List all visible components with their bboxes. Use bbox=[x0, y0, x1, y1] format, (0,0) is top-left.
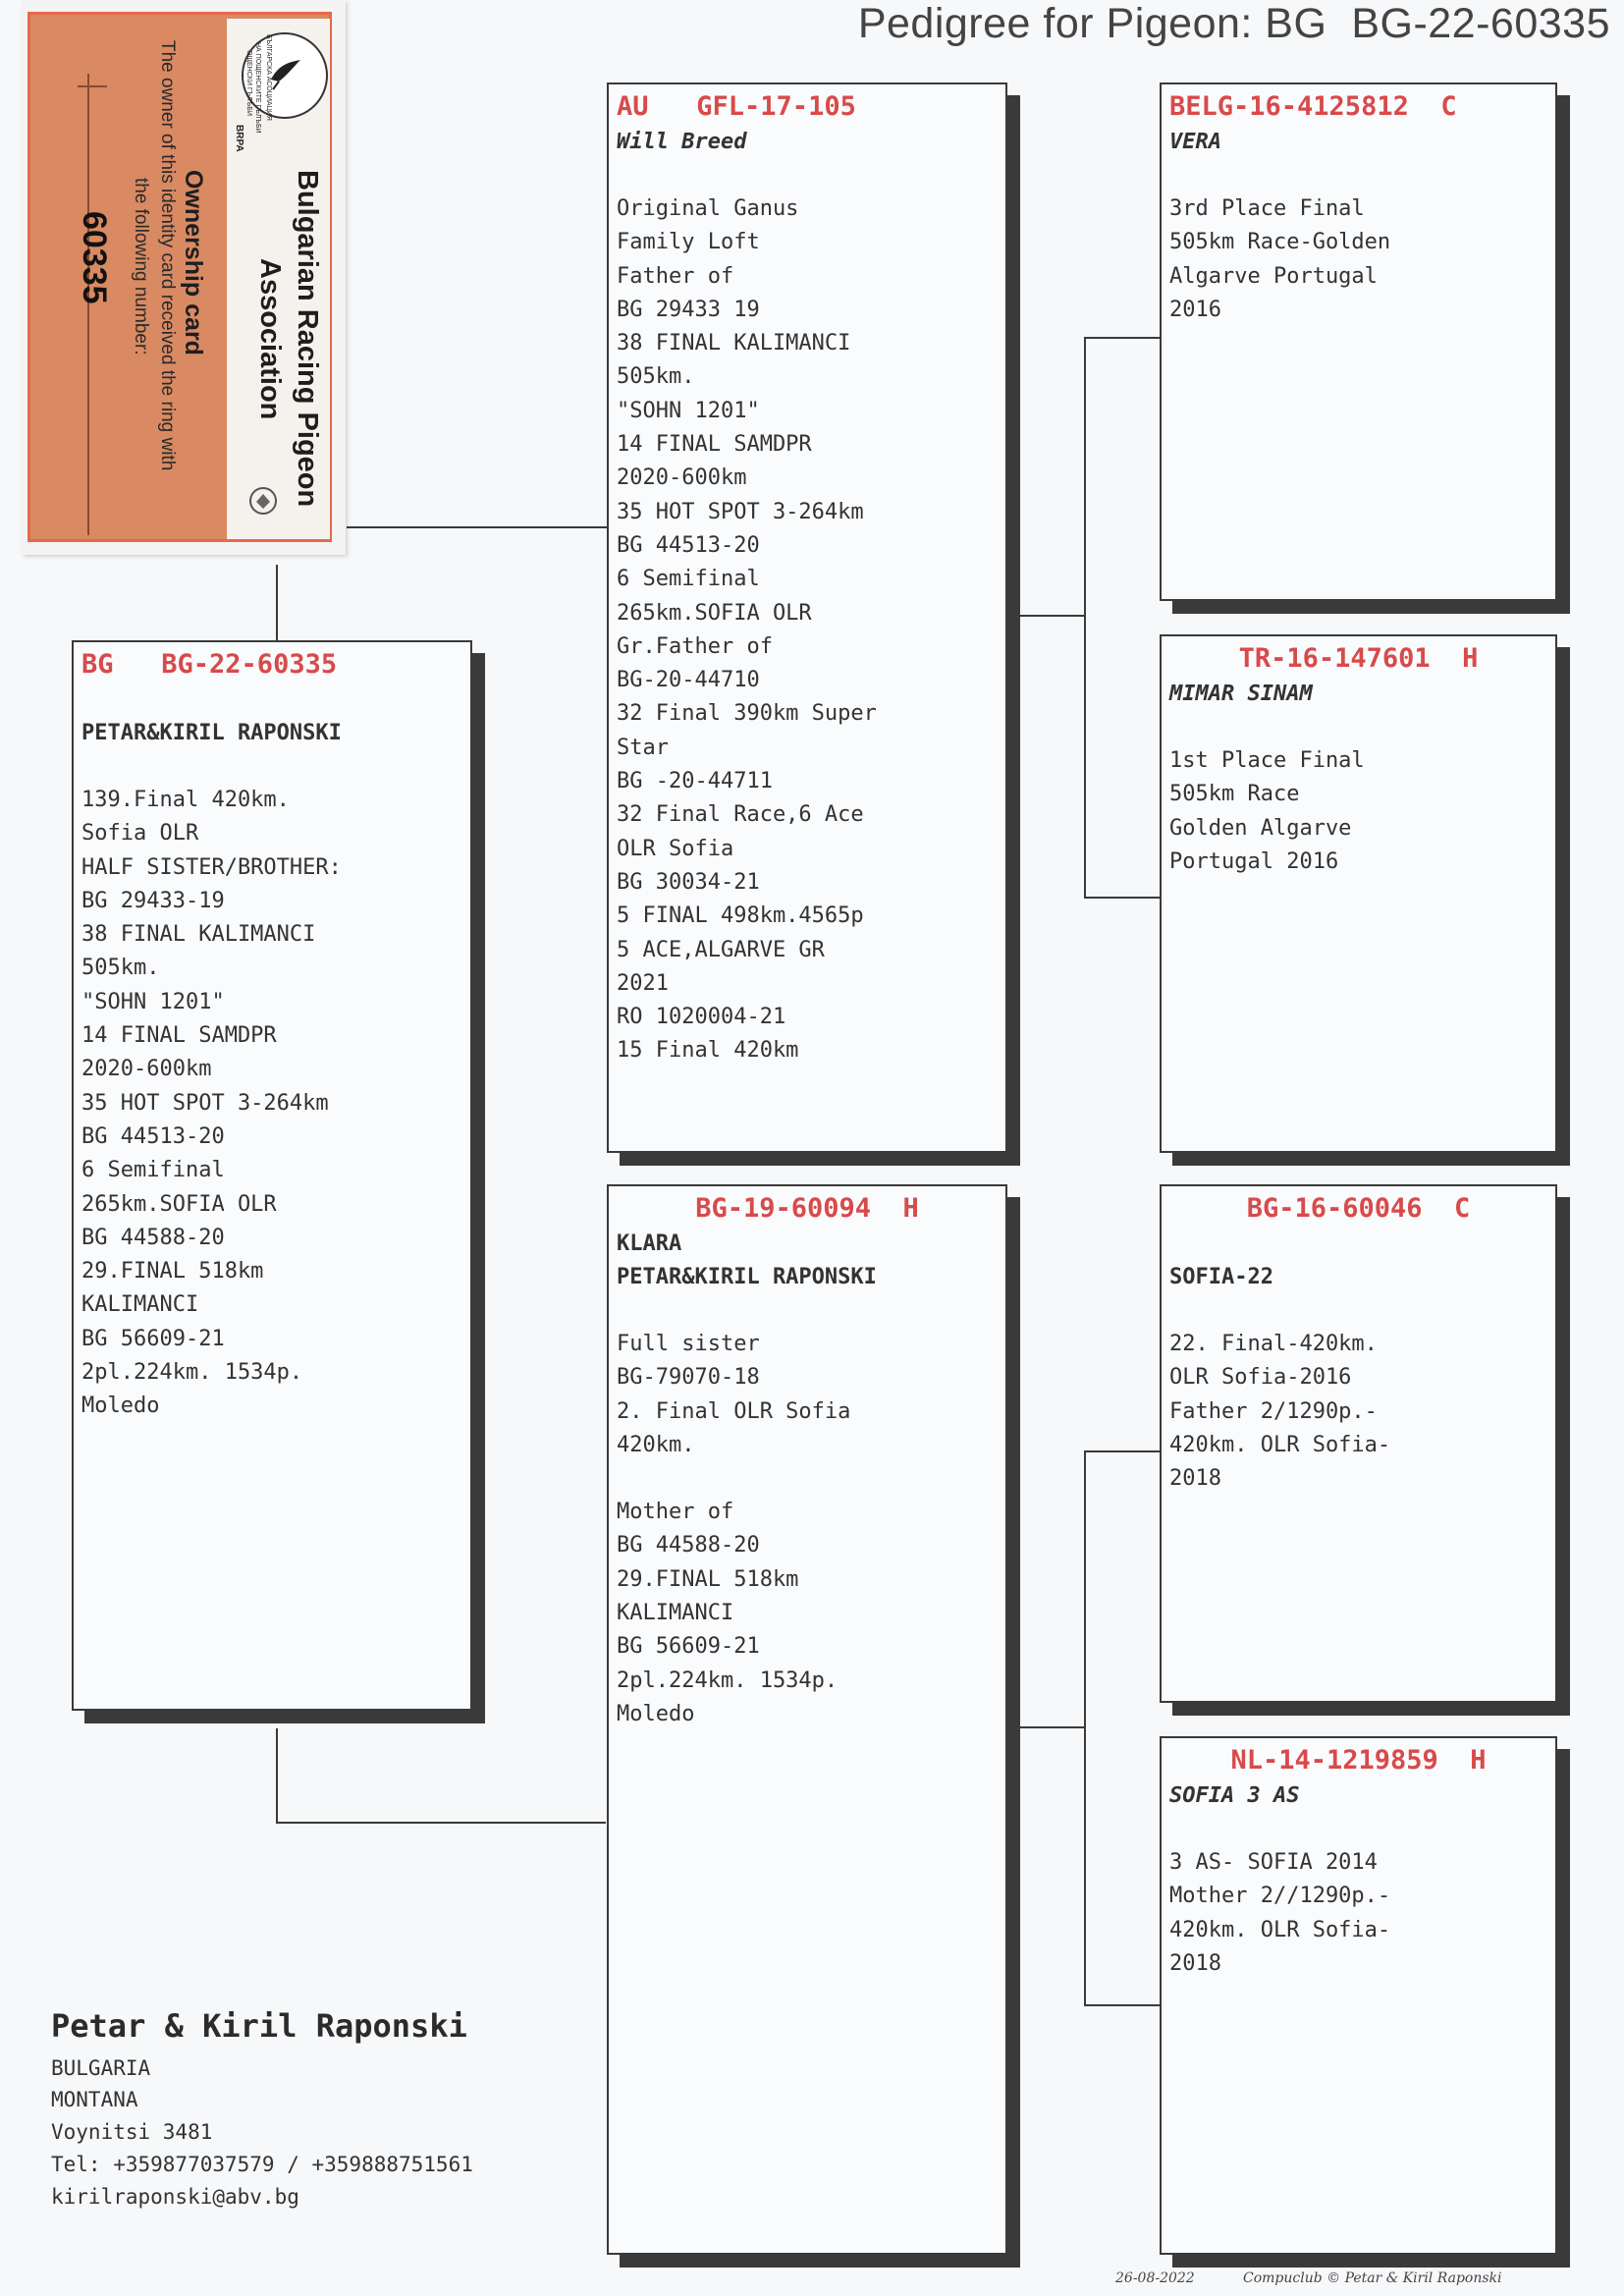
note-line: 14 FINAL SAMDPR bbox=[617, 432, 812, 458]
sire-box bbox=[607, 82, 1007, 1153]
ring-number: AU GFL-17-105 bbox=[617, 91, 856, 122]
note-line: Moledo bbox=[81, 1394, 160, 1419]
note-line: RO 1020004-21 bbox=[617, 1005, 786, 1030]
card-crest bbox=[244, 482, 282, 519]
note-line: Portugal 2016 bbox=[1169, 848, 1339, 874]
pigeon-name: SOFIA 3 AS bbox=[1169, 1783, 1300, 1808]
performance-notes bbox=[617, 1328, 998, 1462]
card-org-line2: Association bbox=[254, 258, 286, 420]
note-line: Star bbox=[617, 735, 669, 760]
card-doc-type: Ownership card bbox=[180, 170, 207, 355]
note-line: 35 HOT SPOT 3-264km bbox=[81, 1090, 329, 1116]
footer-date: 26-08-2022 bbox=[1115, 2270, 1195, 2286]
pigeon-name: MIMAR SINAM bbox=[1169, 682, 1313, 706]
performance-notes bbox=[1169, 744, 1547, 879]
note-line: 35 HOT SPOT 3-264km bbox=[617, 499, 864, 524]
pigeon-name: KLARA bbox=[617, 1231, 682, 1256]
ring-number: BG BG-22-60335 bbox=[81, 649, 338, 680]
footer-credit: Compuclub © Petar & Kiril Raponski bbox=[1243, 2270, 1502, 2286]
seal-text-1: БЪЛГАРСКА АСОЦИАЦИЯ bbox=[265, 34, 272, 121]
note-line: BG 30034-21 bbox=[617, 869, 760, 895]
note-line: "SOHN 1201" bbox=[81, 989, 225, 1014]
note-line: 5 FINAL 498km.4565p bbox=[617, 903, 864, 929]
connector bbox=[276, 1822, 606, 1824]
note-line: 505km Race-Golden bbox=[1169, 230, 1391, 255]
note-line: 6 Semifinal bbox=[617, 567, 760, 592]
note-line: 5 ACE,ALGARVE GR bbox=[617, 937, 825, 962]
note-line: 3rd Place Final bbox=[1169, 196, 1365, 221]
note-line: Gr.Father of bbox=[617, 633, 773, 659]
note-line: 14 FINAL SAMDPR bbox=[81, 1023, 277, 1049]
note-line: Mother 2//1290p.- bbox=[1169, 1884, 1391, 1909]
ring-number: TR-16-147601 H bbox=[1238, 643, 1479, 674]
note-line: 2020-600km bbox=[617, 465, 747, 491]
note-line: 32 Final 390km Super bbox=[617, 701, 877, 727]
connector bbox=[276, 565, 278, 643]
card-ring-number: 60335 bbox=[76, 211, 113, 304]
ring-number: BG-19-60094 H bbox=[695, 1193, 919, 1224]
connector bbox=[1018, 1726, 1085, 1728]
card-text-line2: the following number: bbox=[131, 178, 151, 355]
note-line: BG 56609-21 bbox=[81, 1326, 225, 1351]
note-line: 505km. bbox=[617, 364, 695, 390]
performance-notes bbox=[617, 192, 998, 1068]
note-line: BG 44588-20 bbox=[81, 1225, 225, 1250]
grandparent-box-3 bbox=[1160, 1184, 1557, 1703]
note-line: 139.Final 420km. bbox=[81, 788, 290, 812]
note-line: 505km Race bbox=[1169, 782, 1300, 807]
note-line: 420km. bbox=[617, 1432, 695, 1457]
connector bbox=[1084, 2004, 1161, 2006]
connector bbox=[1084, 337, 1086, 898]
breeder-town: Voynitsi 3481 bbox=[51, 2120, 213, 2144]
note-line: BG 29433 19 bbox=[617, 297, 760, 322]
note-line: 505km. bbox=[81, 956, 160, 981]
breeder-name: Petar & Kiril Raponski bbox=[51, 2007, 467, 2045]
ownership-card bbox=[22, 0, 346, 555]
connector bbox=[347, 526, 609, 528]
grandparent-box-2 bbox=[1160, 634, 1557, 1153]
note-line: BG 44588-20 bbox=[617, 1533, 760, 1558]
note-line: KALIMANCI bbox=[81, 1292, 199, 1318]
note-line: Mother of bbox=[617, 1500, 734, 1525]
note-line: 2018 bbox=[1169, 1466, 1221, 1492]
breeder-email: kirilraponski@abv.bg bbox=[51, 2185, 299, 2209]
note-line: 265km.SOFIA OLR bbox=[617, 600, 812, 626]
performance-notes bbox=[1169, 1328, 1547, 1496]
owner-name: PETAR&KIRIL RAPONSKI bbox=[617, 1265, 877, 1289]
note-line: Sofia OLR bbox=[81, 821, 199, 847]
note-line: BG 44513-20 bbox=[617, 532, 760, 558]
note-line: OLR Sofia-2016 bbox=[1169, 1365, 1352, 1391]
note-line: BG-20-44710 bbox=[617, 668, 760, 693]
dam-box bbox=[607, 1184, 1007, 2255]
note-line: 2pl.224km. 1534p. bbox=[617, 1667, 839, 1693]
performance-notes bbox=[1169, 192, 1547, 327]
note-line: "SOHN 1201" bbox=[617, 398, 760, 423]
note-line: BG 29433-19 bbox=[81, 888, 225, 913]
card-org-line1: Bulgarian Racing Pigeon bbox=[292, 170, 323, 508]
connector bbox=[1018, 615, 1085, 617]
note-line: 2. Final OLR Sofia bbox=[617, 1398, 851, 1424]
performance-notes bbox=[81, 784, 462, 1424]
card-signature-tick bbox=[78, 85, 107, 87]
page-title: Pedigree for Pigeon: BG BG-22-60335 bbox=[857, 0, 1610, 47]
connector bbox=[1084, 337, 1161, 339]
note-line: Full sister bbox=[617, 1332, 760, 1356]
note-line: Moledo bbox=[617, 1701, 695, 1726]
note-line: BG 56609-21 bbox=[617, 1634, 760, 1660]
card-body bbox=[27, 12, 332, 542]
note-line: KALIMANCI bbox=[617, 1601, 734, 1626]
performance-notes bbox=[617, 1496, 998, 1731]
note-line: 420km. OLR Sofia- bbox=[1169, 1432, 1391, 1457]
seal-text-3: ОЩЕНСКИ ГЪЛЪБИ bbox=[245, 50, 252, 116]
note-line: BG -20-44711 bbox=[617, 769, 773, 794]
connector bbox=[1084, 1450, 1161, 1452]
note-line: 38 FINAL KALIMANCI bbox=[617, 331, 851, 356]
connector bbox=[1084, 897, 1161, 899]
crest-icon bbox=[244, 482, 282, 519]
note-line: Algarve Portugal bbox=[1169, 263, 1378, 289]
note-line: Golden Algarve bbox=[1169, 815, 1352, 841]
note-line: 1st Place Final bbox=[1169, 748, 1365, 773]
pigeon-name: VERA bbox=[1169, 130, 1221, 154]
note-line: 32 Final Race,6 Ace bbox=[617, 802, 864, 828]
subject-pigeon-box bbox=[72, 640, 472, 1711]
ring-number: NL-14-1219859 H bbox=[1230, 1745, 1487, 1776]
note-line: 265km.SOFIA OLR bbox=[81, 1191, 277, 1217]
grandparent-box-1 bbox=[1160, 82, 1557, 601]
note-line: 3 AS- SOFIA 2014 bbox=[1169, 1850, 1378, 1875]
note-line: Father of bbox=[617, 263, 734, 289]
connector bbox=[1084, 1450, 1086, 2005]
note-line: 15 Final 420km bbox=[617, 1038, 799, 1064]
card-text-line1: The owner of this identity card received the ring with bbox=[157, 40, 178, 471]
note-line: 2016 bbox=[1169, 297, 1221, 322]
breeder-phone: Tel: +359877037579 / +359888751561 bbox=[51, 2153, 473, 2176]
note-line: Original Ganus bbox=[617, 196, 799, 221]
breeder-country: BULGARIA bbox=[51, 2056, 151, 2080]
pigeon-name: Will Breed bbox=[617, 130, 747, 154]
note-line: BG 44513-20 bbox=[81, 1123, 225, 1149]
note-line: 38 FINAL KALIMANCI bbox=[81, 922, 316, 948]
note-line: 2pl.224km. 1534p. bbox=[81, 1360, 303, 1386]
note-line: 6 Semifinal bbox=[81, 1158, 225, 1183]
note-line: BG-79070-18 bbox=[617, 1365, 760, 1391]
note-line: 22. Final-420km. bbox=[1169, 1332, 1378, 1356]
note-line: 2018 bbox=[1169, 1950, 1221, 1976]
note-line: 29.FINAL 518km bbox=[617, 1566, 799, 1592]
performance-notes bbox=[1169, 1846, 1547, 1981]
owner-name: PETAR&KIRIL RAPONSKI bbox=[81, 721, 342, 745]
note-line: 2020-600km bbox=[81, 1057, 212, 1082]
note-line: 2021 bbox=[617, 970, 669, 996]
connector bbox=[276, 1728, 278, 1823]
pigeon-name: SOFIA-22 bbox=[1169, 1265, 1273, 1289]
ring-number: BG-16-60046 C bbox=[1246, 1193, 1471, 1224]
note-line: Family Loft bbox=[617, 230, 760, 255]
seal-text-2: НА ПОЩЕНСКИТЕ ГЪЛЪБИ bbox=[254, 42, 261, 134]
card-abbr: BRPA bbox=[234, 125, 244, 152]
note-line: HALF SISTER/BROTHER: bbox=[81, 854, 342, 880]
ring-number: BELG-16-4125812 C bbox=[1169, 91, 1457, 122]
breeder-region: MONTANA bbox=[51, 2088, 138, 2111]
note-line: OLR Sofia bbox=[617, 836, 734, 861]
note-line: 29.FINAL 518km bbox=[81, 1259, 264, 1285]
card-signature-line bbox=[87, 74, 89, 535]
note-line: 420km. OLR Sofia- bbox=[1169, 1917, 1391, 1942]
note-line: Father 2/1290p.- bbox=[1169, 1398, 1378, 1424]
grandparent-box-4 bbox=[1160, 1736, 1557, 2255]
